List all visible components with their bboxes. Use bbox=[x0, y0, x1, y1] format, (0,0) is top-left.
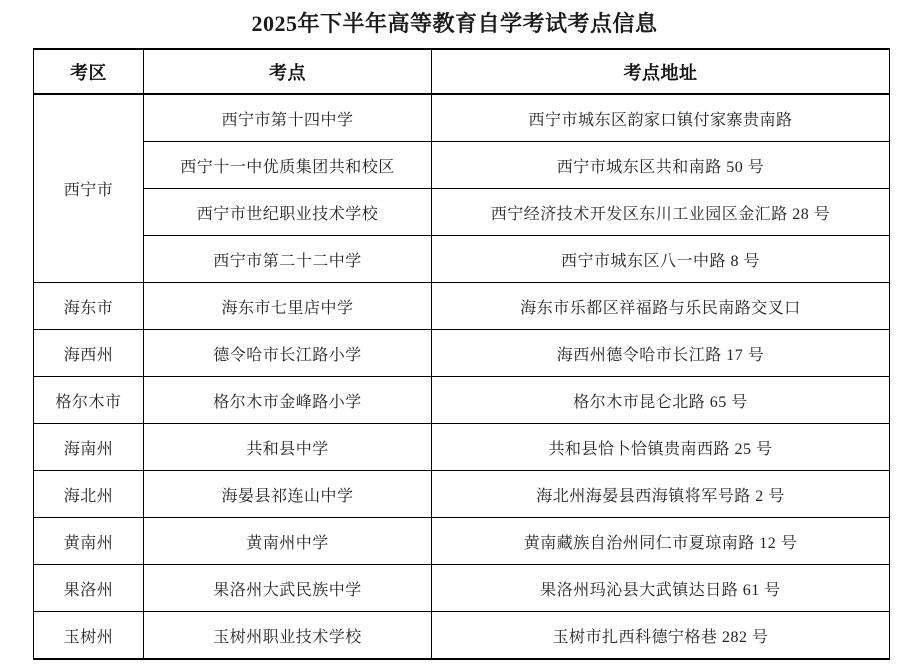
district-cell: 果洛州 bbox=[34, 565, 144, 612]
district-cell: 海西州 bbox=[34, 330, 144, 377]
table-row bbox=[34, 565, 890, 612]
site-cell: 海晏县祁连山中学 bbox=[144, 471, 432, 518]
district-cell: 西宁市 bbox=[34, 94, 144, 283]
table-row bbox=[34, 612, 890, 660]
site-cell: 共和县中学 bbox=[144, 424, 432, 471]
table-row bbox=[34, 377, 890, 424]
district-cell: 黄南州 bbox=[34, 518, 144, 565]
site-cell: 西宁市第十四中学 bbox=[144, 94, 432, 142]
address-cell: 黄南藏族自治州同仁市夏琼南路 12 号 bbox=[432, 518, 890, 565]
column-header-address: 考点地址 bbox=[432, 49, 890, 94]
site-cell: 西宁市第二十二中学 bbox=[144, 236, 432, 283]
site-cell: 西宁市世纪职业技术学校 bbox=[144, 189, 432, 236]
district-cell: 海南州 bbox=[34, 424, 144, 471]
site-cell: 西宁十一中优质集团共和校区 bbox=[144, 142, 432, 189]
table-row bbox=[34, 471, 890, 518]
district-cell: 格尔木市 bbox=[34, 377, 144, 424]
address-cell: 共和县恰卜恰镇贵南西路 25 号 bbox=[432, 424, 890, 471]
district-cell: 海北州 bbox=[34, 471, 144, 518]
header-row bbox=[34, 49, 890, 94]
address-cell: 西宁市城东区韵家口镇付家寨贵南路 bbox=[432, 94, 890, 142]
table-row bbox=[34, 283, 890, 330]
address-cell: 海西州德令哈市长江路 17 号 bbox=[432, 330, 890, 377]
table-row bbox=[34, 424, 890, 471]
address-cell: 西宁市城东区八一中路 8 号 bbox=[432, 236, 890, 283]
column-header-site: 考点 bbox=[144, 49, 432, 94]
table-row bbox=[34, 142, 890, 189]
address-cell: 果洛州玛沁县大武镇达日路 61 号 bbox=[432, 565, 890, 612]
site-cell: 果洛州大武民族中学 bbox=[144, 565, 432, 612]
column-header-district: 考区 bbox=[34, 49, 144, 94]
site-cell: 海东市七里店中学 bbox=[144, 283, 432, 330]
site-cell: 格尔木市金峰路小学 bbox=[144, 377, 432, 424]
district-cell: 海东市 bbox=[34, 283, 144, 330]
site-cell: 德令哈市长江路小学 bbox=[144, 330, 432, 377]
district-cell: 玉树州 bbox=[34, 612, 144, 660]
address-cell: 西宁市城东区共和南路 50 号 bbox=[432, 142, 890, 189]
exam-sites-table bbox=[33, 48, 890, 660]
address-cell: 格尔木市昆仑北路 65 号 bbox=[432, 377, 890, 424]
table-row bbox=[34, 236, 890, 283]
address-cell: 玉树市扎西科德宁格巷 282 号 bbox=[432, 612, 890, 660]
site-cell: 玉树州职业技术学校 bbox=[144, 612, 432, 660]
site-cell: 黄南州中学 bbox=[144, 518, 432, 565]
address-cell: 西宁经济技术开发区东川工业园区金汇路 28 号 bbox=[432, 189, 890, 236]
address-cell: 海北州海晏县西海镇将军号路 2 号 bbox=[432, 471, 890, 518]
page-title: 2025年下半年高等教育自学考试考点信息 bbox=[251, 11, 658, 36]
table-row bbox=[34, 330, 890, 377]
table-row bbox=[34, 518, 890, 565]
table-row bbox=[34, 94, 890, 142]
table-row bbox=[34, 189, 890, 236]
address-cell: 海东市乐都区祥福路与乐民南路交叉口 bbox=[432, 283, 890, 330]
